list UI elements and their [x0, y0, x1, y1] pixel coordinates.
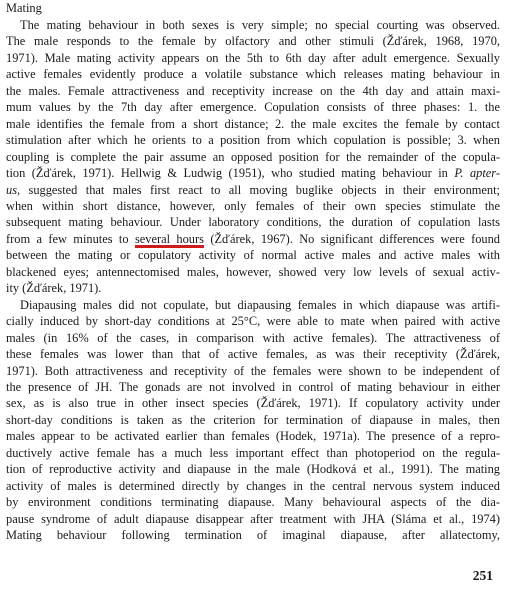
text-line — [6, 182, 500, 198]
text-segment: from a few minutes to — [6, 231, 135, 246]
text-line: active females evidently produce a volatile substance which releases mating behaviour in — [6, 67, 500, 82]
text-line: pause syndrome of adult diapause disappear after treatment with JHA (Sláma et al., 1974) — [6, 511, 500, 526]
text-line: between the mating or copulatory activity of normal active males and active males with — [6, 248, 500, 263]
text-line — [6, 231, 500, 247]
text-line: short-day conditions is taken as the criterion for termination of diapause in males, then — [6, 412, 500, 427]
text-line: by environment conditions terminating diapause. Many behavioural aspects of the dia- — [6, 495, 500, 510]
page-number: 251 — [472, 568, 493, 583]
text-line: when within short distance, however, only females of their own species stimulate the — [6, 198, 500, 213]
text-line: the presence of JH. The gonads are not involved in control of mating behaviour in either — [6, 379, 500, 394]
text-line: coupling is complete the pair assume an opposed position for the remainder of the copula- — [6, 149, 500, 164]
text-segment: (Žďárek, 1967). No significant differences were found — [203, 231, 500, 246]
text-line: 1971). Both attractiveness and receptivity of the females were shown to be independent of — [6, 363, 500, 378]
text-line: male identifies the female from a short distance; 2. the male excites the female by contact — [6, 116, 500, 131]
text-line: stimulation after which he orients to a position from which copulation is possible; 3. when — [6, 133, 500, 148]
text-line: Diapausing males did not copulate, but diapausing females in which diapause was artifi- — [20, 297, 500, 312]
text-line: 1971). Male mating activity appears on the 5th to 6th day after adult emergence. Sexually — [6, 50, 500, 65]
species-name-italic: P. apter- — [454, 166, 500, 181]
body-text — [6, 17, 500, 544]
text-line: tion of reproductive activity and diapause in the male (Hodková et al., 1991). The mating — [6, 462, 500, 477]
text-line: subsequent mating behaviour. Under laboratory conditions, the duration of copulation lasts — [6, 215, 500, 230]
text-line: males (in 16% of the cases, in comparison with active females). The attractiveness of — [6, 330, 500, 345]
paragraph-diapause — [6, 297, 500, 544]
species-name-italic: us — [6, 182, 18, 197]
text-line: blackened eyes; antennectomised males, however, showed very low levels of sexual activ- — [6, 264, 500, 279]
text-line: activity of males is determined directly by changes in the central nervous system induced — [6, 478, 500, 493]
text-line: the males. Female attractiveness and receptivity increase on the 4th day and attain maxi- — [6, 83, 500, 98]
paragraph-mating-behaviour — [6, 17, 500, 297]
text-segment: tion (Žďárek, 1971). Hellwig & Ludwig (1951), who studied mating behaviour in — [6, 166, 455, 181]
text-line — [6, 165, 500, 181]
text-line: ity (Žďárek, 1971). — [6, 281, 102, 296]
text-line: males appear to be activated earlier than females (Hodek, 1971a). The presence of a repro- — [6, 429, 500, 444]
text-line: Mating behaviour following termination of imaginal diapause, after allatectomy, — [6, 528, 500, 543]
text-line: cially induced by short-day conditions at 25°C, were able to mate when paired with active — [6, 314, 500, 329]
text-line: ductively active female has a much less important effect than photoperiod on the regula- — [6, 445, 500, 460]
text-line: mum values by the 7th day after emergence. Copulation consists of three phases: 1. the — [6, 100, 500, 115]
section-heading: Mating — [6, 1, 42, 15]
text-line: The male responds to the female by olfactory and other stimuli (Žďárek, 1968, 1970, — [6, 34, 500, 49]
text-line: sex, as is also true in other insect species (Žďárek, 1971). If copulatory activity under — [6, 396, 500, 411]
highlighted-phrase: several hours — [134, 231, 204, 246]
text-line: The mating behaviour in both sexes is very simple; no special courting was observed. — [20, 18, 500, 32]
text-line: these females was lower than that of active females, as was their receptivity (Žďárek, — [6, 347, 500, 362]
text-segment: , suggested that males first react to all moving buglike objects in their environment; — [17, 182, 500, 197]
